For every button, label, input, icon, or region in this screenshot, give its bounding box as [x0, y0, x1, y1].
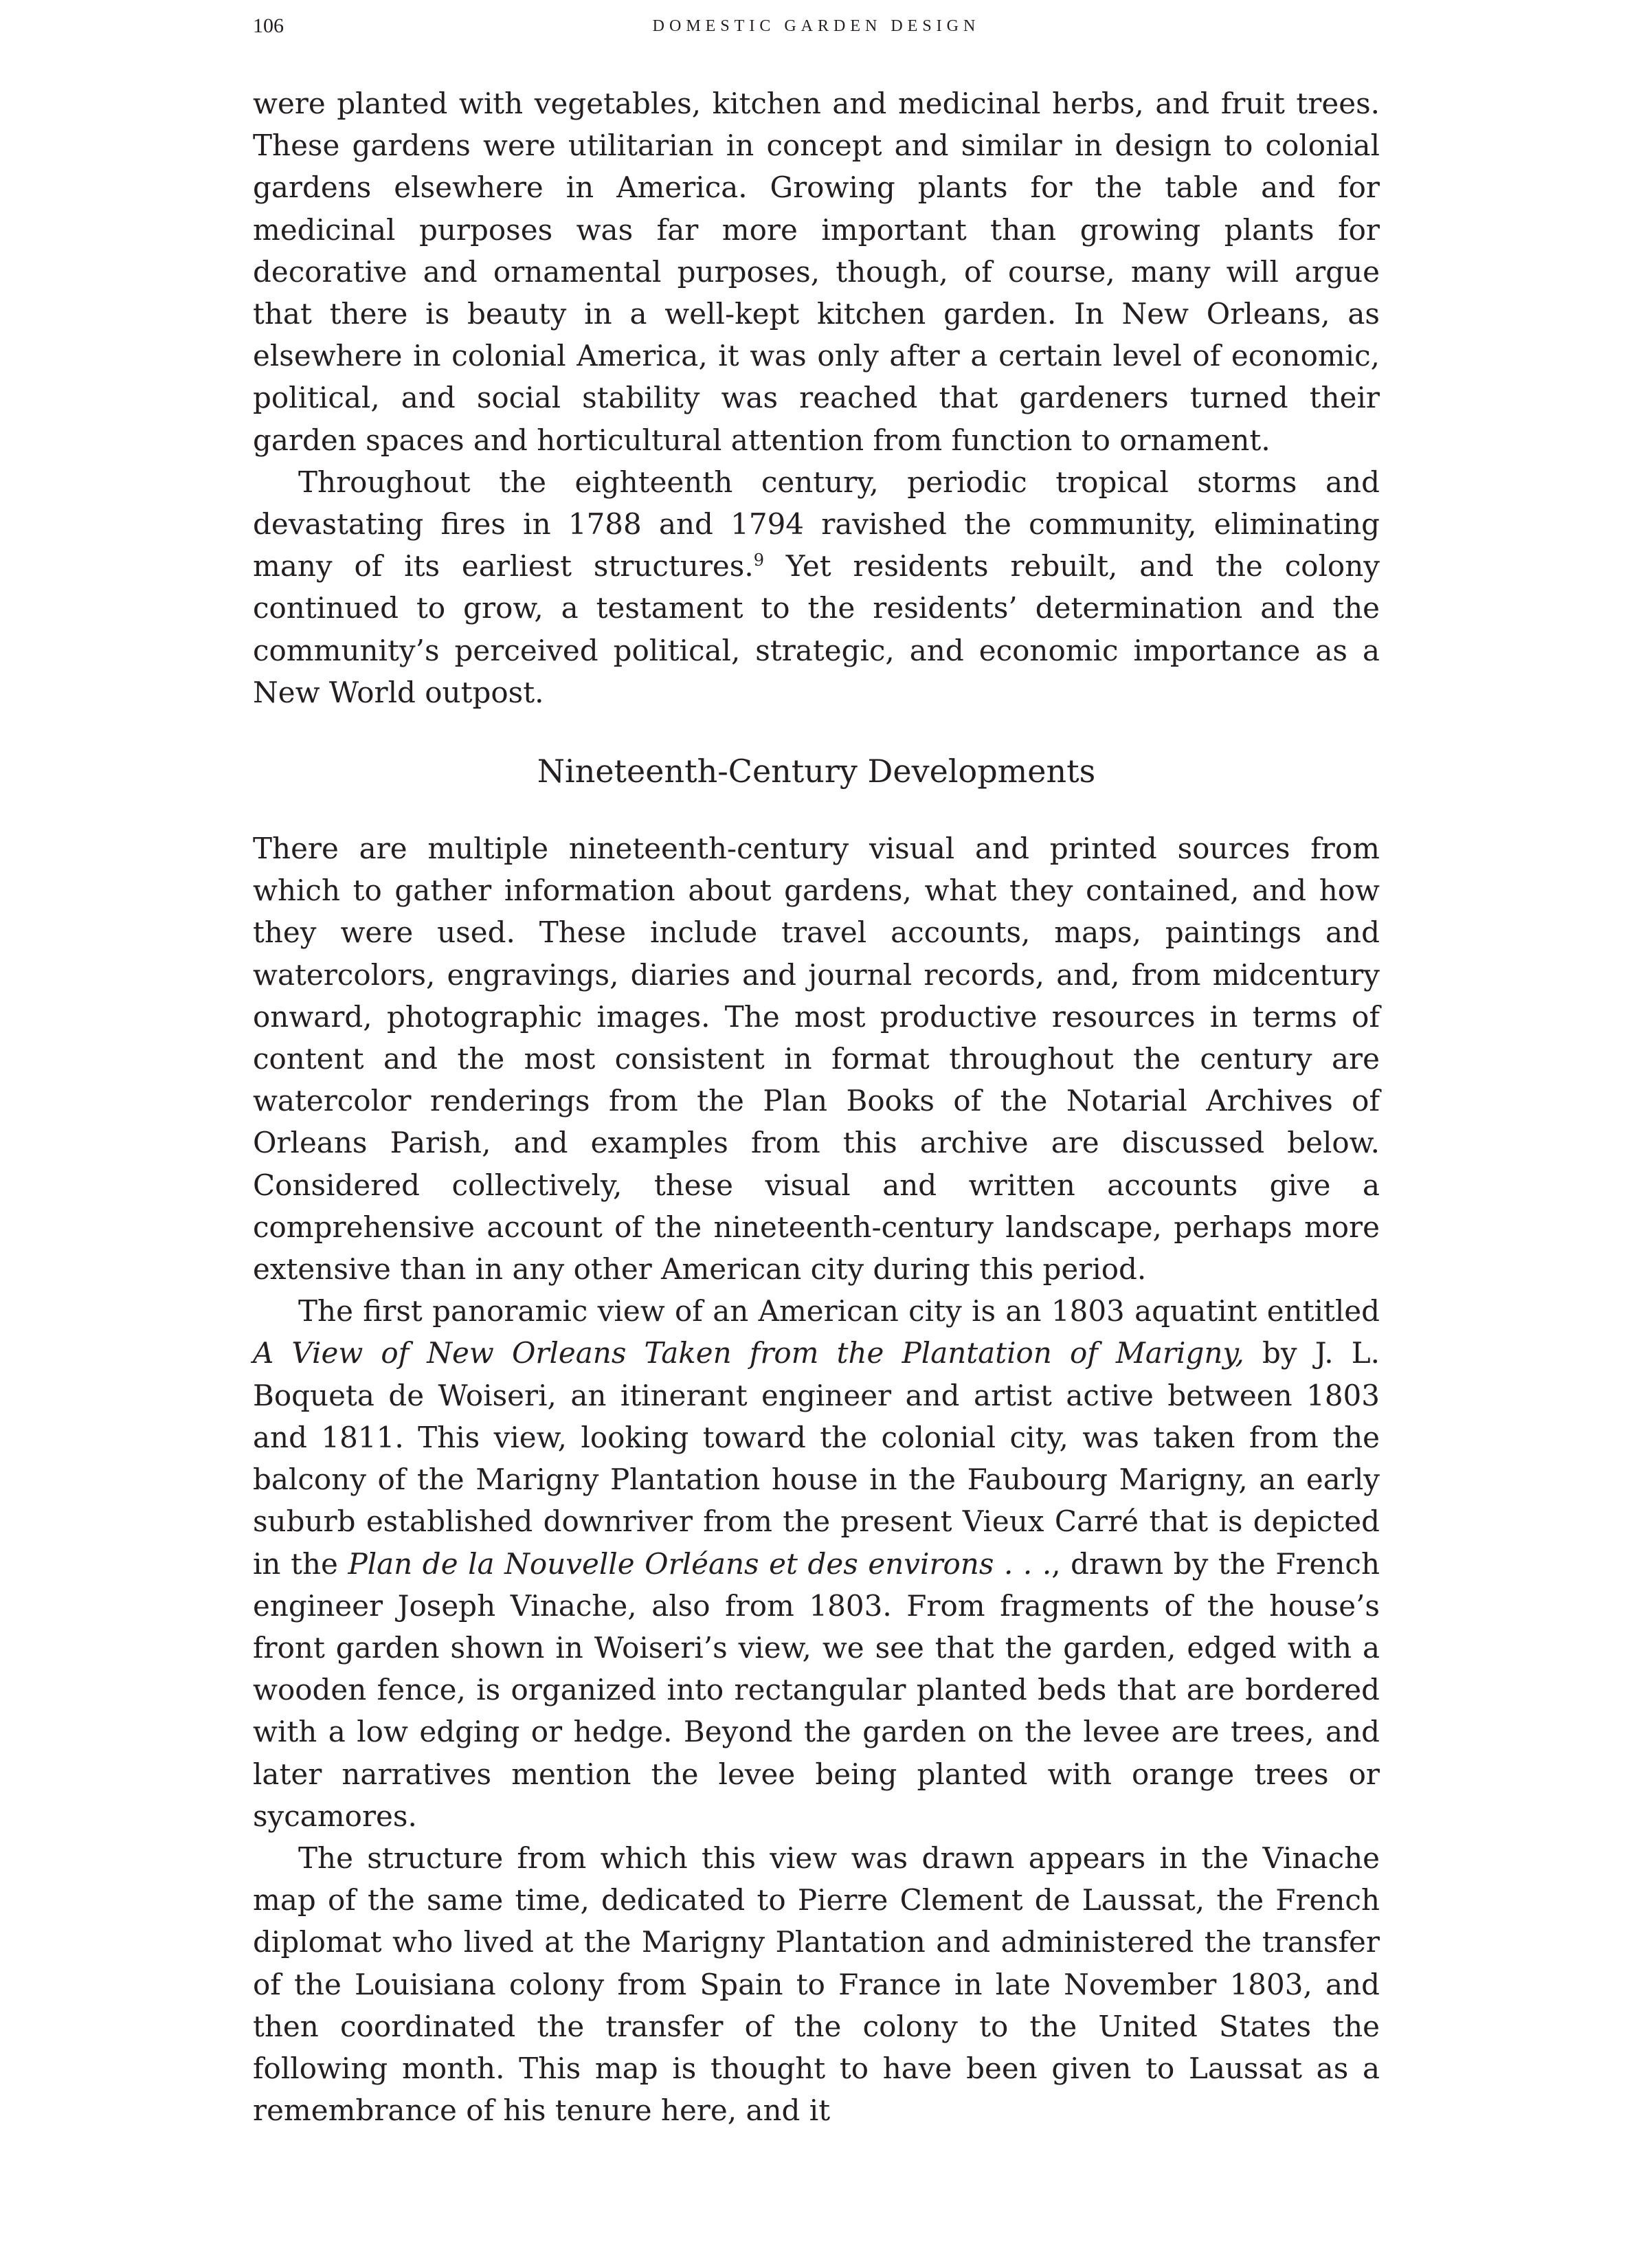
section-heading: Nineteenth-Century Developments	[537, 753, 1096, 790]
paragraph-continued: were planted with vegetables, kitchen and medicinal herbs, and fruit trees. These gardens were utilitarian in concept and similar in design to colonial gardens elsewhere in America. Growing plants for the table and for medicinal purposes was far more important than growing plants for decorative and ornamental purposes, though, of course, many will argue that there is beauty in a well-kept kitchen garden. In New Orleans, as elsewhere in colonial America, it was only after a certain level of economic, political, and social stability was reached that gardeners turned their garden spaces and horticultural attention from function to ornament.	[253, 87, 1380, 457]
running-head	[253, 12, 1380, 40]
map-title: Plan de la Nouvelle Orléans et des environs . . .	[348, 1546, 1052, 1581]
paragraph-storms	[253, 461, 1380, 713]
paragraph-text: by J. L. Boqueta de Woiseri, an itinerant engineer and artist active between 1803 and 1811. This view, looking toward the colonial city, was taken from the balcony of the Marigny Plantation house in the Faubourg Marigny, an early suburb established downriver from the present Vieux Carré that is depicted in the	[253, 1336, 1380, 1581]
paragraph-sources: There are multiple nineteenth-century visual and printed sources from which to gather information about gardens, what they contained, and how they were used. These include travel accounts, maps, paintings and watercolors, engravings, diaries and journal records, and, from midcentury onward, photographic images. The most productive resources in terms of content and the most consistent in format throughout the century are watercolor renderings from the Plan Books of the Notarial Archives of Orleans Parish, and examples from this archive are discussed below. Considered collectively, these visual and written accounts give a comprehensive account of the nineteenth-century landscape, perhaps more extensive than in any other American city during this period.	[253, 832, 1380, 1287]
main-text	[253, 82, 1380, 2131]
artwork-title: A View of New Orleans Taken from the Plantation of Marigny,	[253, 1336, 1244, 1370]
page-number: 106	[253, 14, 284, 37]
paragraph-storms-text: Throughout the eighteenth century, periodic tropical storms and devastating fires in 1788 and 1794 ravished the community, eliminating many of its earliest structures.	[253, 465, 1380, 583]
paragraph-text: The first panoramic view of an American city is an 1803 aquatint entitled	[298, 1294, 1380, 1328]
paragraph-vinache-map: The structure from which this view was drawn appears in the Vinache map of the same time, dedicated to Pierre Clement de Laussat, the French diplomat who lived at the Marigny Plantation and administered the transfer of the Louisiana colony from Spain to France in late November 1803, and then coordinated the transfer of the colony to the United States the following month. This map is thought to have been given to Laussat as a remembrance of his tenure here, and it	[253, 1841, 1380, 2128]
paragraph-panoramic-view	[253, 1290, 1380, 1837]
paragraph-text: , drawn by the French engineer Joseph Vinache, also from 1803. From fragments of the house’s front garden shown in Woiseri’s view, we see that the garden, edged with a wooden fence, is organized into rectangular planted beds that are bordered with a low edging or hedge. Beyond the garden on the levee are trees, and later narratives mention the levee being planted with orange trees or sycamores.	[253, 1546, 1380, 1833]
footnote-marker[interactable]: 9	[753, 551, 764, 570]
running-title: DOMESTIC GARDEN DESIGN	[652, 17, 981, 35]
paragraph-storms-text-rest: Yet residents rebuilt, and the colony continued to grow, a testament to the residents’ determination and the community’s perceived political, strategic, and economic importance as a New World outpost.	[253, 549, 1380, 709]
